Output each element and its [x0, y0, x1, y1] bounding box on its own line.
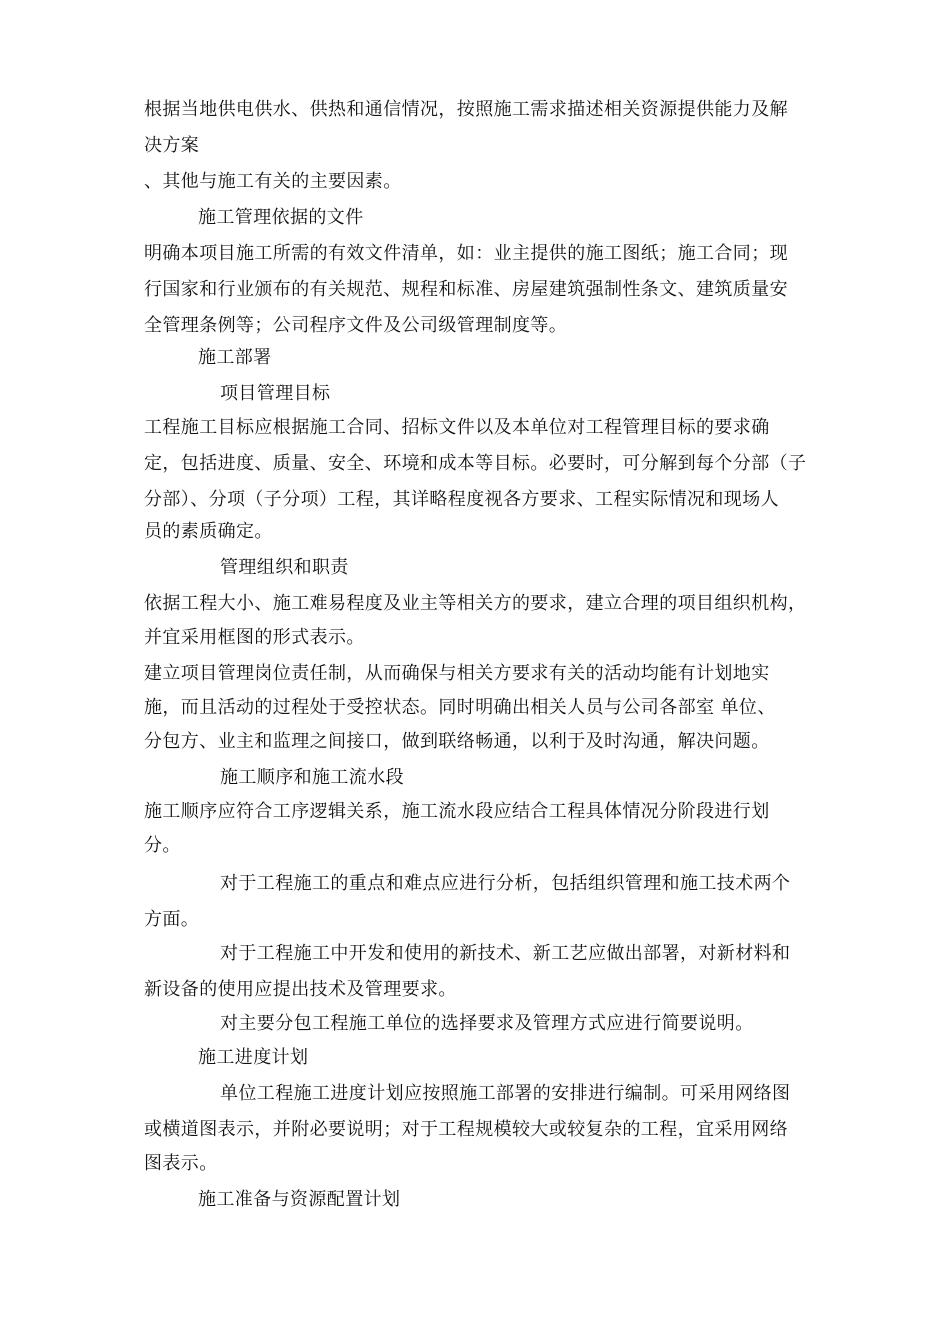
paragraph-line: 分部）、分项（子分项）工程，其详略程度视各方要求、工程实际情况和现场人	[144, 489, 779, 510]
paragraph-line: 全管理条例等；公司程序文件及公司级管理制度等。	[144, 315, 568, 336]
paragraph-line: 单位工程施工进度计划应按照施工部署的安排进行编制。可采用网络图	[220, 1083, 791, 1104]
subsection-heading: 项目管理目标	[220, 383, 331, 404]
paragraph-line: 分。	[144, 835, 181, 856]
paragraph-line: 施工顺序应符合工序逻辑关系，施工流水段应结合工程具体情况分阶段进行划	[144, 801, 770, 822]
paragraph-line: 定，包括进度、质量、安全、环境和成本等目标。必要时，可分解到每个分部（子	[144, 453, 807, 474]
paragraph-line: 、其他与施工有关的主要因素。	[144, 171, 402, 192]
paragraph-line: 员的素质确定。	[144, 521, 273, 542]
paragraph-line: 方面。	[144, 909, 200, 930]
subsection-heading: 施工顺序和施工流水段	[220, 767, 404, 788]
paragraph-line: 施，而且活动的过程处于受控状态。同时明确出相关人员与公司各部室 单位、	[144, 697, 776, 718]
paragraph-line: 对主要分包工程施工单位的选择要求及管理方式应进行简要说明。	[220, 1013, 754, 1034]
section-heading: 施工准备与资源配置计划	[198, 1189, 401, 1210]
paragraph-line: 建立项目管理岗位责任制，从而确保与相关方要求有关的活动均能有计划地实	[144, 663, 770, 684]
section-heading: 施工管理依据的文件	[198, 207, 364, 228]
paragraph-line: 行国家和行业颁布的有关规范、规程和标准、房屋建筑强制性条文、建筑质量安	[144, 279, 788, 300]
paragraph-line: 对于工程施工的重点和难点应进行分析，包括组织管理和施工技术两个	[220, 873, 791, 894]
paragraph-line: 对于工程施工中开发和使用的新技术、新工艺应做出部署，对新材料和	[220, 943, 791, 964]
paragraph-line: 并宜采用框图的形式表示。	[144, 627, 365, 648]
paragraph-line: 依据工程大小、施工难易程度及业主等相关方的要求，建立合理的项目组织机构，	[144, 593, 807, 614]
section-heading: 施工部署	[198, 347, 272, 368]
paragraph-line: 决方案	[144, 135, 200, 156]
paragraph-line: 图表示。	[144, 1153, 218, 1174]
paragraph-line: 或横道图表示，并附必要说明；对于工程规模较大或较复杂的工程，宜采用网络	[144, 1119, 788, 1140]
paragraph-line: 分包方、业主和监理之间接口，做到联络畅通，以利于及时沟通，解决问题。	[144, 731, 770, 752]
paragraph-line: 新设备的使用应提出技术及管理要求。	[144, 979, 457, 1000]
paragraph-line: 明确本项目施工所需的有效文件清单，如：业主提供的施工图纸；施工合同；现	[144, 243, 788, 264]
paragraph-line: 工程施工目标应根据施工合同、招标文件以及本单位对工程管理目标的要求确	[144, 417, 770, 438]
paragraph-line: 根据当地供电供水、供热和通信情况，按照施工需求描述相关资源提供能力及解	[144, 99, 788, 120]
section-heading: 施工进度计划	[198, 1047, 309, 1068]
subsection-heading: 管理组织和职责	[220, 557, 349, 578]
